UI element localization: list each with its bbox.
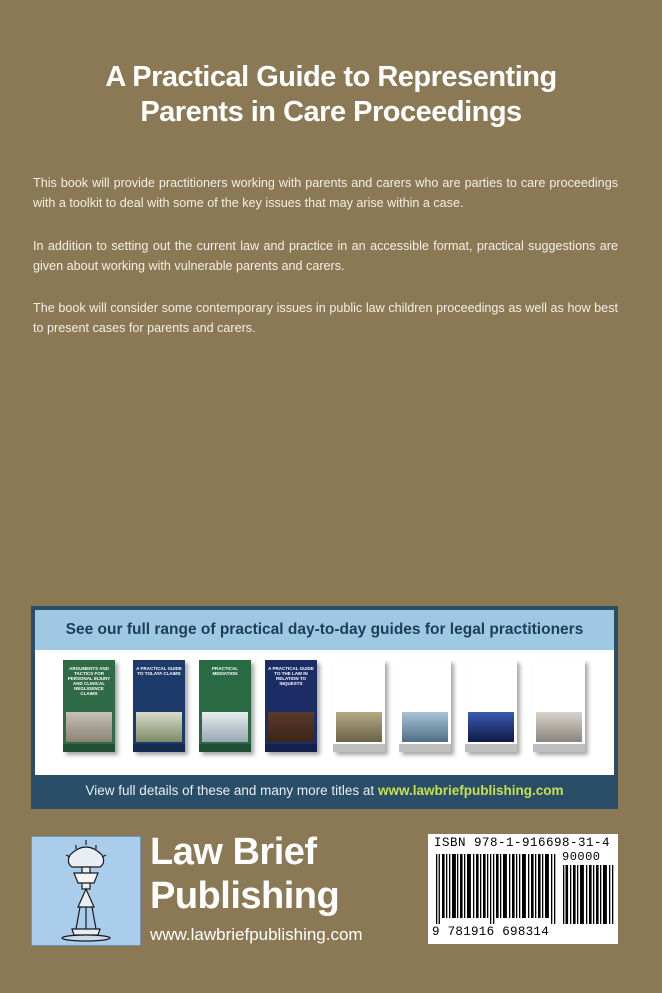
cover-stripe bbox=[533, 744, 585, 752]
door-sign-image bbox=[268, 712, 314, 742]
banner-footer-text: View full details of these and many more titles at bbox=[85, 783, 378, 798]
pen-image bbox=[536, 712, 582, 742]
publisher-logo bbox=[31, 836, 141, 946]
book-cover-8 bbox=[533, 660, 585, 752]
book-cover-5 bbox=[333, 660, 385, 752]
book-cover-title: PRACTICAL MEDIATION bbox=[212, 666, 238, 676]
book-cover-7 bbox=[465, 660, 517, 752]
book-cover-3 bbox=[199, 660, 251, 752]
figures-image bbox=[468, 712, 514, 742]
book-cover-1 bbox=[63, 660, 115, 752]
book-cover-title: ARTIFICIAL INTELLIGENCE bbox=[474, 666, 508, 676]
building-image bbox=[66, 712, 112, 742]
blurb-paragraph-3: The book will consider some contemporary issues in public law children proceedings as well as how best to present cases for parents and carers. bbox=[33, 301, 618, 335]
book-title bbox=[0, 60, 662, 130]
book-cover-6 bbox=[399, 660, 451, 752]
blurb-paragraph-2: In addition to setting out the current law and practice in an accessible format, practical suggestions are given about working with vulnerable parents and carers. bbox=[33, 239, 618, 273]
blurb-paragraph-1: This book will provide practitioners working with parents and carers who are parties to care proceedings with a toolkit to deal with some of the key issues that may arise within a case. bbox=[33, 176, 618, 210]
handshake-image bbox=[202, 712, 248, 742]
houses-image bbox=[136, 712, 182, 742]
book-cover-title: A PRACTICAL GUIDE TO EDUCATION, HEALTH AND CARE PLAN APPEALS IN ENGLAND bbox=[402, 666, 448, 691]
isbn-barcode bbox=[428, 834, 618, 944]
statue-of-justice-icon bbox=[32, 837, 140, 945]
book-title-line-2: Parents in Care Proceedings bbox=[140, 96, 522, 128]
publisher-name-line-1: Law Brief bbox=[150, 831, 317, 873]
book-cover-title: A PRACTICAL GUIDE TO THE LAW IN RELATION TO INQUESTS bbox=[268, 666, 314, 686]
book-shelf bbox=[35, 650, 614, 775]
cover-stripe bbox=[399, 744, 451, 752]
book-cover-title: A PRACTICAL GUIDE TO THE LAW OF DEPRIVATION OF LIBERTY bbox=[336, 666, 382, 686]
price-barcode-bars bbox=[562, 865, 614, 924]
book-cover-title: A PRACTICAL GUIDE TO TOLATA CLAIMS bbox=[136, 666, 182, 676]
book-cover-title: ARGUMENTS AND TACTICS FOR PERSONAL INJURY AND CLINICAL NEGLIGENCE CLAIMS bbox=[67, 666, 111, 696]
banner-footer-url: www.lawbriefpublishing.com bbox=[377, 783, 564, 798]
cover-stripe bbox=[63, 744, 115, 752]
publisher-url: www.lawbriefpublishing.com bbox=[150, 925, 363, 944]
isbn-label: ISBN 978-1-916698-31-4 bbox=[434, 836, 611, 850]
book-cover-2 bbox=[133, 660, 185, 752]
series-banner bbox=[31, 606, 618, 809]
publisher-name-line-2: Publishing bbox=[150, 875, 340, 917]
barcode-digits: 9 781916 698314 bbox=[432, 925, 550, 939]
room-image bbox=[336, 712, 382, 742]
banner-heading: See our full range of practical day-to-day guides for legal practitioners bbox=[35, 610, 614, 650]
cover-stripe bbox=[265, 744, 317, 752]
cover-stripe bbox=[133, 744, 185, 752]
banner-footer bbox=[35, 776, 614, 806]
cover-stripe bbox=[199, 744, 251, 752]
book-cover-4 bbox=[265, 660, 317, 752]
cover-stripe bbox=[465, 744, 517, 752]
classroom-image bbox=[402, 712, 448, 742]
ean-barcode-bars bbox=[434, 854, 558, 924]
book-title-line-1: A Practical Guide to Representing bbox=[105, 61, 557, 93]
book-cover-title: A PRACTICAL GUIDE TO ADMINISTERING ESTATES AND OBTAINING PROBATE IN ENGLAND & WALES bbox=[535, 666, 583, 696]
price-code: 90000 bbox=[562, 850, 601, 864]
cover-stripe bbox=[333, 744, 385, 752]
